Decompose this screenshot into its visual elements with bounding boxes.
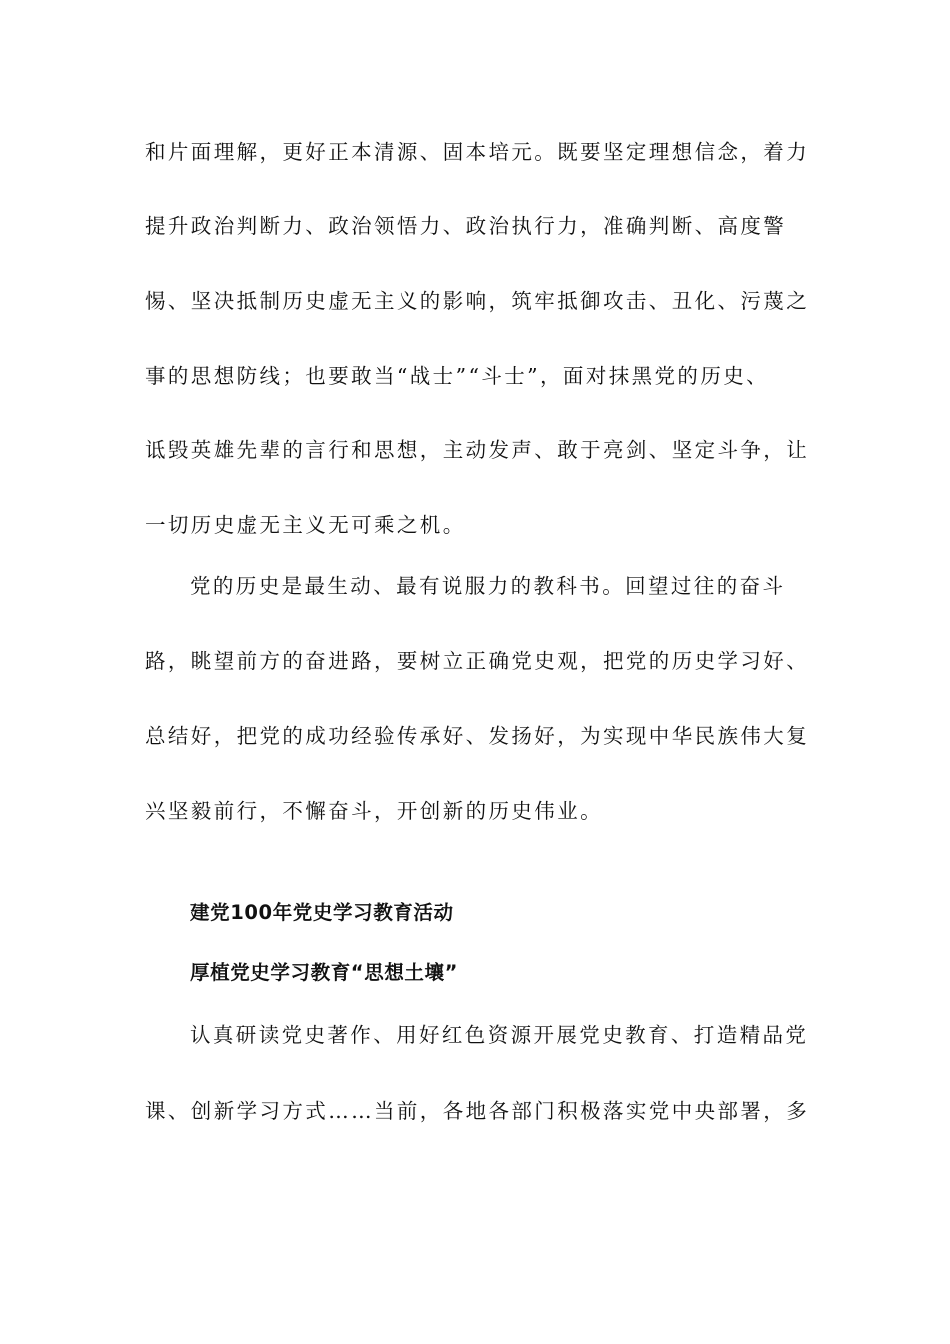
- text-line: 惕、坚决抵制历史虚无主义的影响，筑牢抵御攻击、丑化、污蔑之: [145, 289, 810, 313]
- text-line: 提升政治判断力、政治领悟力、政治执行力，准确判断、高度警: [145, 214, 787, 238]
- text-line: 兴坚毅前行，不懈奋斗，开创新的历史伟业。: [145, 799, 603, 823]
- text-line: 一切历史虚无主义无可乘之机。: [145, 513, 466, 537]
- text-line: 诋毁英雄先辈的言行和思想，主动发声、敢于亮剑、坚定斗争，让: [145, 438, 810, 462]
- text-line: 认真研读党史著作、用好红色资源开展党史教育、打造精品党: [190, 1023, 809, 1047]
- text-line: 路，眺望前方的奋进路，要树立正确党史观，把党的历史学习好、: [145, 649, 810, 673]
- section-subheading: 厚植党史学习教育“思想土壤”: [190, 961, 459, 984]
- section-heading: 建党100年党史学习教育活动: [190, 901, 454, 924]
- text-line: 事的思想防线；也要敢当“战士”“斗士”，面对抹黑党的历史、: [145, 364, 770, 388]
- text-line: 和片面理解，更好正本清源、固本培元。既要坚定理想信念，着力: [145, 140, 810, 164]
- text-line: 总结好，把党的成功经验传承好、发扬好，为实现中华民族伟大复: [145, 724, 810, 748]
- text-line: 课、创新学习方式……当前，各地各部门积极落实党中央部署，多: [145, 1099, 810, 1123]
- text-line: 党的历史是最生动、最有说服力的教科书。回望过往的奋斗: [190, 574, 786, 598]
